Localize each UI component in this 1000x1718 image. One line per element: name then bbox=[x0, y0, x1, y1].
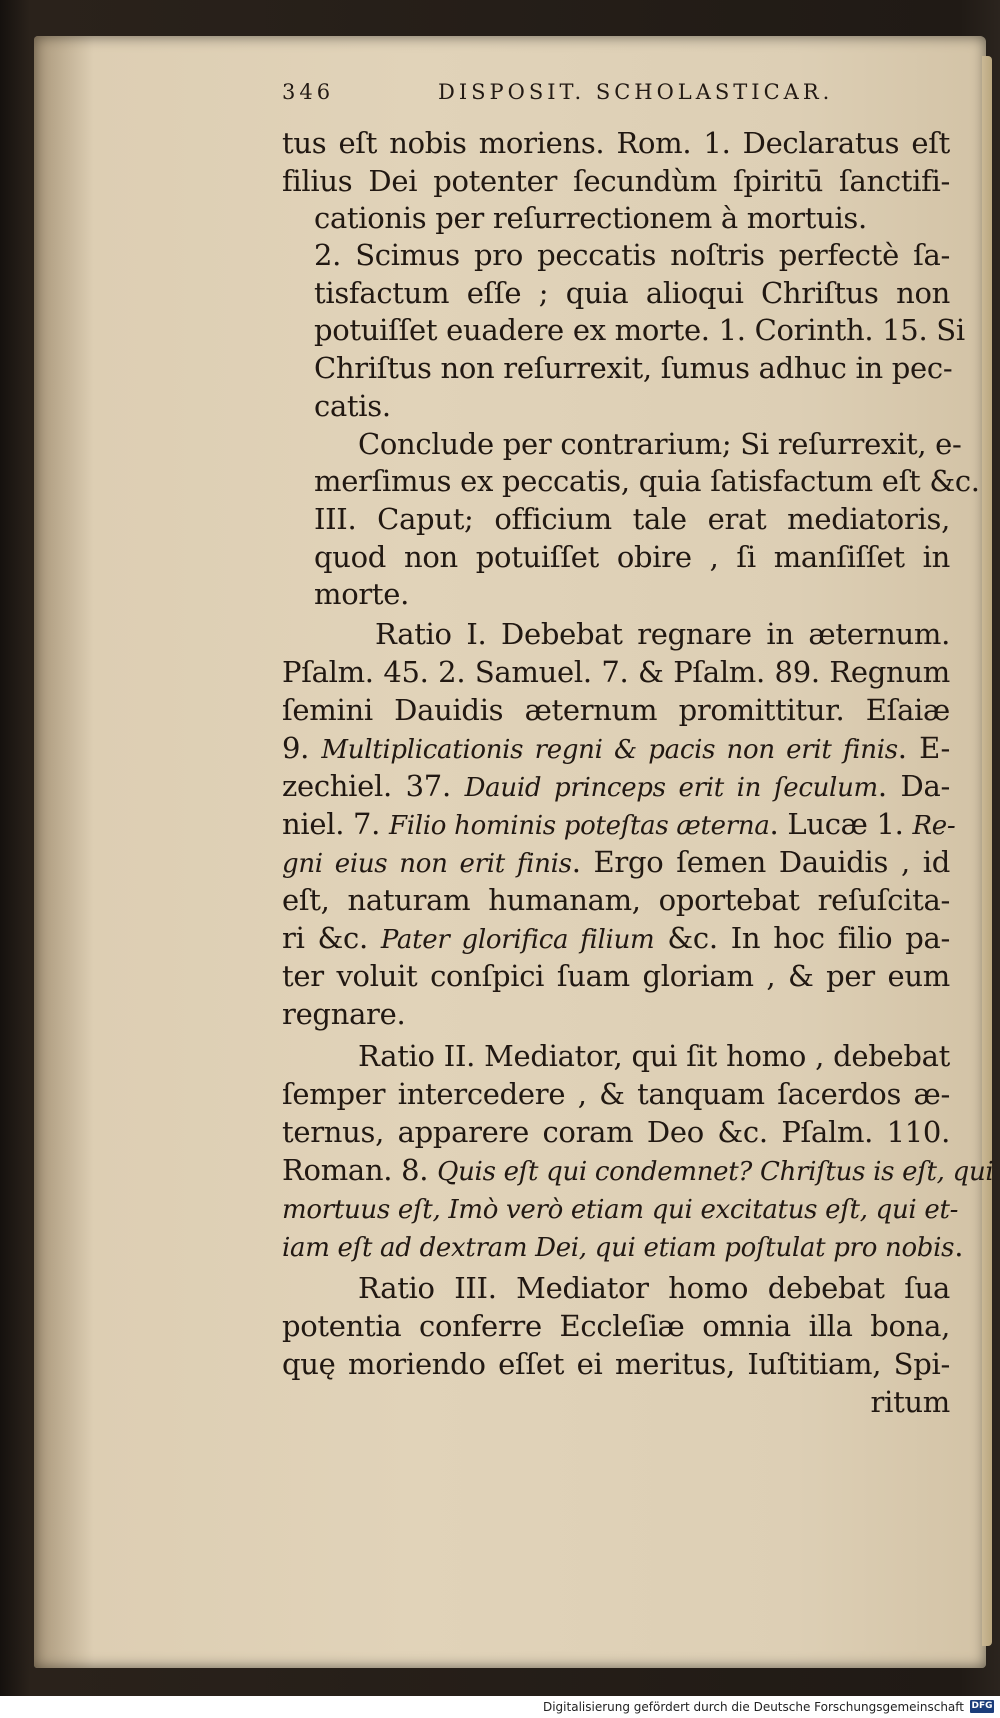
text-line: Ratio II. Mediator, qui ſit homo , debebat bbox=[358, 1039, 950, 1073]
text-line: morte. bbox=[314, 577, 410, 611]
text-line: Roman. 8. Quis eſt qui condemnet? Chriſtus is eſt, qui bbox=[282, 1153, 994, 1187]
text-line: ri &c. Pater glorifica filium &c. In hoc filio pa- bbox=[282, 921, 950, 955]
text-line: Conclude per contrarium; Si reſurrexit, e- bbox=[358, 427, 962, 461]
text-line: 2. Scimus pro peccatis noſtris perfectè ſa- bbox=[314, 238, 950, 272]
text-line: III. Caput; officium tale erat mediatoris, bbox=[314, 502, 950, 536]
text-line: Pſalm. 45. 2. Samuel. 7. & Pſalm. 89. Regnum bbox=[282, 655, 950, 689]
text-line: potuiſſet euadere ex morte. 1. Corinth. 15. Si bbox=[314, 313, 965, 347]
gutter-shadow bbox=[34, 36, 94, 1668]
text-line: tus eſt nobis moriens. Rom. 1. Declaratus eſt bbox=[282, 126, 950, 160]
text-line: potentia conferre Eccleſiæ omnia illa bona, bbox=[282, 1309, 950, 1343]
digitization-footer bbox=[0, 1696, 1000, 1718]
text-line: cationis per reſurrectionem à mortuis. bbox=[314, 201, 867, 235]
text-line: ternus, apparere coram Deo &c. Pſalm. 110. bbox=[282, 1115, 950, 1149]
text-line: Ratio III. Mediator homo debebat ſua bbox=[358, 1271, 950, 1305]
footer-credit: Digitalisierung gefördert durch die Deutsche Forschungsgemeinschaft bbox=[542, 1700, 964, 1714]
text-line: 9. Multiplicationis regni & pacis non erit finis. E- bbox=[282, 731, 950, 765]
text-line: merſimus ex peccatis, quia ſatisfactum eſt &c. bbox=[314, 464, 980, 498]
text-line: quod non potuiſſet obire , ſi manſiſſet in bbox=[314, 540, 950, 574]
dfg-logo-icon: DFG bbox=[971, 1701, 993, 1711]
text-line: Ratio I. Debebat regnare in æternum. bbox=[375, 617, 950, 651]
catchword: ritum bbox=[870, 1385, 950, 1419]
text-line: eſt, naturam humanam, oportebat reſuſcita- bbox=[282, 883, 950, 917]
text-line: filius Dei potenter ſecundùm ſpiritū ſanctifi- bbox=[282, 164, 950, 198]
text-line: zechiel. 37. Dauid princeps erit in ſeculum. Da- bbox=[282, 769, 950, 803]
text-line: ſemper intercedere , & tanquam ſacerdos æ- bbox=[282, 1077, 950, 1111]
text-line: tisfactum eſſe ; quia alioqui Chriſtus non bbox=[314, 276, 950, 310]
text-line: mortuus eſt, Imò verò etiam qui excitatus eſt, qui et- bbox=[282, 1195, 959, 1225]
page-edge bbox=[982, 56, 992, 1646]
text-line: niel. 7. Filio hominis poteſtas æterna. Lucæ 1. Re- bbox=[282, 807, 956, 841]
text-line: quę moriendo eſſet ei meritus, Iuſtitiam, Spi- bbox=[282, 1347, 950, 1381]
text-line: Chriſtus non reſurrexit, ſumus adhuc in pec- bbox=[314, 351, 953, 385]
page-header bbox=[282, 80, 937, 110]
text-line: ſemini Dauidis æternum promittitur. Eſaiæ bbox=[282, 693, 950, 727]
page-number: 346 bbox=[282, 80, 335, 104]
text-line: gni eius non erit finis. Ergo ſemen Dauidis , id bbox=[282, 845, 951, 879]
text-line: regnare. bbox=[282, 997, 406, 1031]
text-line: iam eſt ad dextram Dei, qui etiam poſtulat pro nobis. bbox=[282, 1229, 964, 1263]
text-line: ter voluit conſpici ſuam gloriam , & per eum bbox=[282, 959, 950, 993]
running-head: DISPOSIT. SCHOLASTICAR. bbox=[438, 80, 834, 104]
text-line: catis. bbox=[314, 389, 391, 423]
